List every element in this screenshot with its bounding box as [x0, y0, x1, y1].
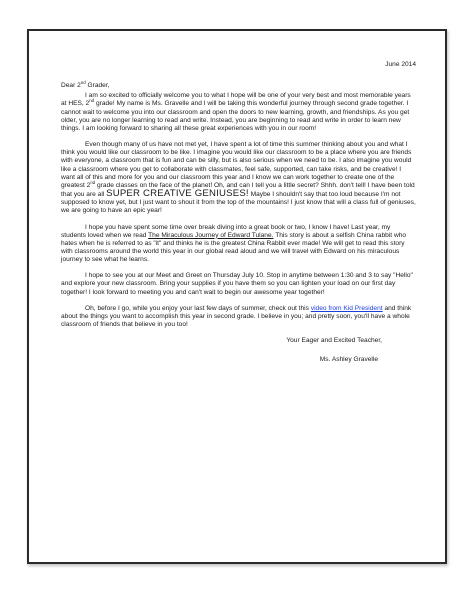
vision-ordinal: nd — [90, 179, 96, 185]
welcome-ordinal: nd — [89, 98, 95, 104]
greeting-text: Dear 2 — [61, 82, 81, 90]
greeting-text-end: Grader, — [85, 82, 110, 90]
letter-signature: Ms. Ashley Gravelle — [319, 356, 378, 364]
meet-and-greet-text: I hope to see you at our Meet and Greet on Thursday July 10. Stop in anytime between 1:30 and 3 to say "Hello" and explore your new classroom. Bring your supplies if you have them so you can lighten your load on our first day together! I look forward to meeting you and can't wait to begin our awesome year together! — [61, 272, 413, 296]
letter-closing: Your Eager and Excited Teacher, — [286, 337, 382, 345]
farewell-text: Oh, before I go, while you enjoy your last few days of summer, check out this — [85, 304, 311, 312]
greeting — [61, 79, 416, 90]
paragraph-classroom-vision — [61, 141, 416, 215]
welcome-text-end: grade! My name is Ms. Gravelle and I will be taking this wonderful journey through second grade together. I cannot wait to welcome you into our classroom and open the doors to new learning, growth, and friendships. As you get older, you are no longer learning to read and write. Instead, you are beginning to read and write in order to learn new things. I am looking forward to sharing all these great experiences with you in our room! — [61, 100, 410, 132]
paragraph-meet-and-greet — [61, 272, 416, 296]
kid-president-video-link[interactable]: video from Kid President — [310, 304, 383, 312]
vision-text-middle: grade classes on the face of the planet! Oh, and can I tell you a little secret? Shhh. don't tell! I have been told that you are all — [61, 181, 415, 199]
letter-date: June 2014 — [385, 61, 416, 68]
vision-text-end: Maybe I shouldn't say that too loud because I'm not supposed to know yet, but I just want to shout it from the top of the mountains! I just know that will a class full of geniuses, we are going to have an epic year! — [61, 191, 416, 215]
reading-text-end: This story is about a selfish China rabbit who hates when he is referred to as "it" and thinks he is the greatest China Rabbit ever made! We will get to read this story with classrooms around the world this year in our global read aloud and we will travel with Edward on his miraculous journey to see what he learns. — [61, 231, 407, 264]
super-creative-geniuses-heading: SUPER CREATIVE GENIUSES! — [106, 188, 249, 200]
paragraph-farewell — [61, 305, 416, 329]
welcome-text: I am so excited to officially welcome you to what I hope will be one of your very best and most memorable years at HES, 2 — [61, 92, 411, 108]
letter-page — [27, 29, 447, 564]
greeting-ordinal: nd — [80, 79, 86, 85]
reading-text: I hope you have spent some time over break diving into a great book or two, I know I have! Last year, my students loved when we read — [61, 223, 391, 239]
letter-body — [61, 61, 416, 365]
paragraph-reading — [61, 224, 416, 265]
vision-text: Even though many of us have not met yet, I have spent a lot of time this summer thinking about you and what I think you would like our classroom to be like. I imagine you would like our classroom to be a place where you are friends with everyone, a classroom that is fun and can be silly, but is also serious when we need to be. I also imagine you would like a classroom where you get to collaborate with classmates, feel safe, supported, can take risks, and be creative! I want all of this and more for you and our classroom this year and I know we can work together to create one of the greatest 2 — [61, 141, 412, 189]
paragraph-welcome — [61, 92, 416, 133]
farewell-text-end: and think about the things you want to accomplish this year in second grade. I believe in you; and pretty soon, you'll have a whole classroom of friends that believe in you too! — [61, 304, 412, 329]
book-title: The Miraculous Journey of Edward Tulane. — [148, 231, 274, 239]
